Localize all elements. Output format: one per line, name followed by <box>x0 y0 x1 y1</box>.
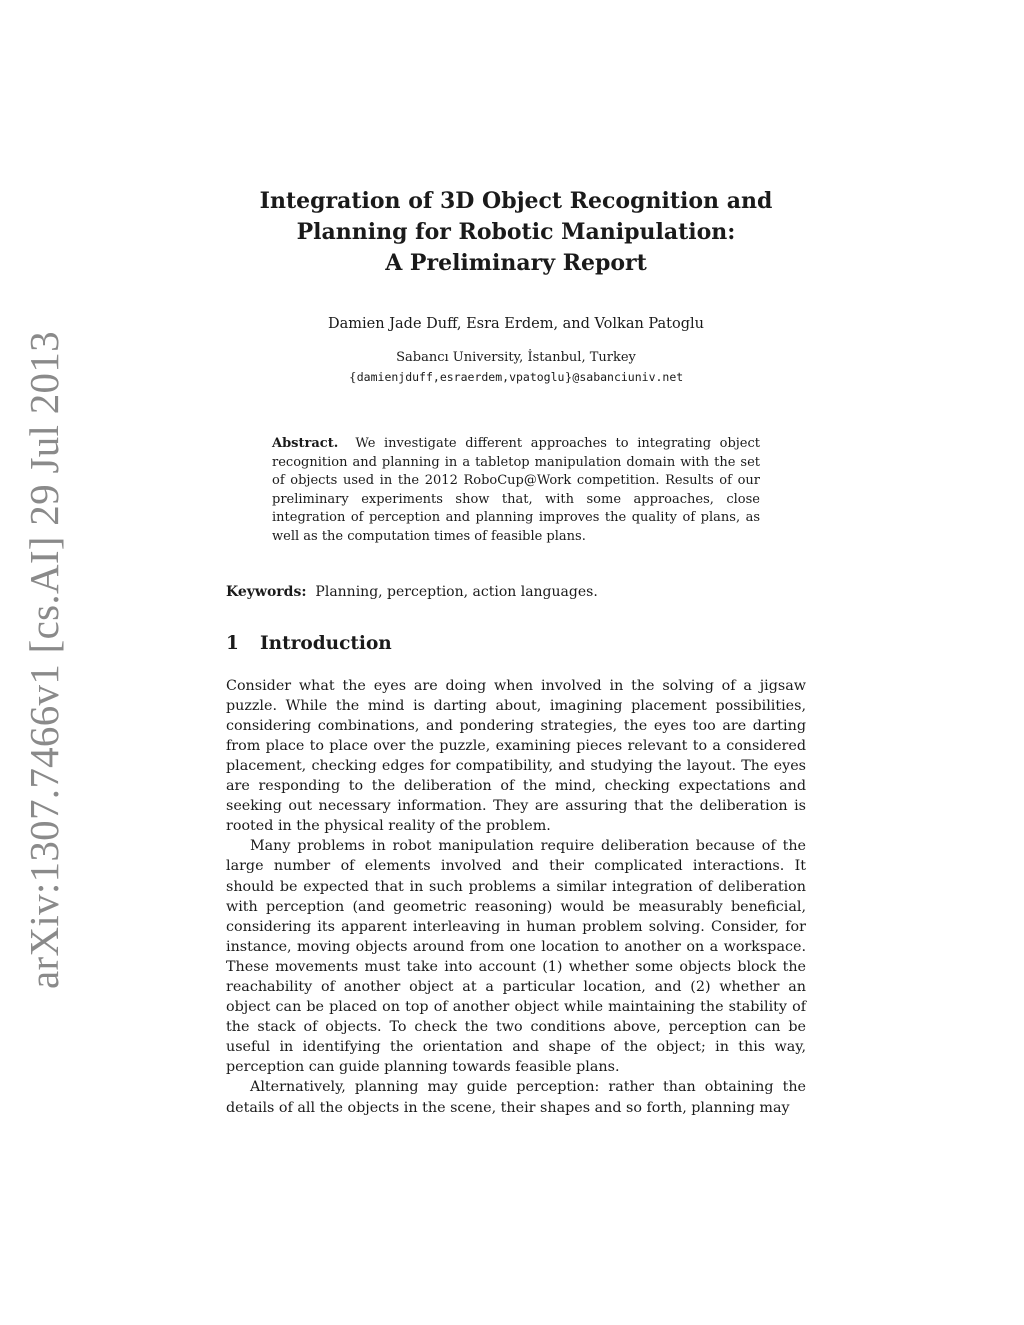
abstract <box>272 435 760 547</box>
paragraph-2: Many problems in robot manipulation require deliberation because of the large number of elements involved and their complicated interactions. It should be expected that in such problems a similar integration of deliberation with perception (and geometric reasoning) would be measurably beneficial, considering its apparent interleaving in human problem solving. Consider, for instance, moving objects around from one location to another on a workspace. These movements must take into account (1) whether some objects block the reachability of another object at a particular location, and (2) whether an object can be placed on top of another object while maintaining the stability of the stack of objects. To check the two conditions above, perception can be useful in identifying the orientation and shape of the object; in this way, perception can guide planning towards feasible plans. <box>226 838 806 1076</box>
section-heading <box>226 632 806 656</box>
authors: Damien Jade Duff, Esra Erdem, and Volkan Patoglu <box>328 316 704 332</box>
arxiv-identifier-stamp: arXiv:1307.7466v1 [cs.AI] 29 Jul 2013 <box>21 331 67 989</box>
paper-title <box>226 186 806 279</box>
title-line-3: A Preliminary Report <box>385 250 647 276</box>
title-line-1: Integration of 3D Object Recognition and <box>259 188 773 214</box>
paragraph-1: Consider what the eyes are doing when involved in the solving of a jigsaw puzzle. While the mind is darting about, imagining placement possibilities, considering combinations, and pondering strategies, the eyes too are darting from place to place over the puzzle, examining pieces relevant to a considered placement, checking edges for compatibility, and studying the layout. The eyes are responding to the deliberation of the mind, checking expectations and seeking out necessary information. They are assuring that the deliberation is rooted in the physical reality of the problem. <box>226 677 806 835</box>
email-domain: @sabanciuniv.net <box>572 370 684 384</box>
paper-page <box>226 186 806 1118</box>
email-brace-close: } <box>564 369 573 384</box>
section-title: Introduction <box>260 632 392 654</box>
email-brace-open: { <box>348 369 357 384</box>
author-emails <box>226 367 806 387</box>
abstract-label: Abstract. <box>272 436 339 451</box>
paragraph-3: Alternatively, planning may guide perception: rather than obtaining the details of all the objects in the scene, their shapes and so forth, planning may <box>226 1079 806 1116</box>
affiliation: Sabancı University, İstanbul, Turkey <box>396 350 636 365</box>
email-usernames: damienjduff,esraerdem,vpatoglu <box>356 370 565 384</box>
keywords <box>226 582 806 602</box>
title-line-2: Planning for Robotic Manipulation: <box>296 219 736 245</box>
abstract-text: We investigate different approaches to integrating object recognition and planning in a tabletop manipulation domain with the set of objects used in the 2012 RoboCup@Work competition. Results of our preliminary experiments show that, with some approaches, close integration of perception and planning improves the quality of plans, as well as the computation times of feasible plans. <box>272 436 760 544</box>
section-body <box>226 676 806 1118</box>
section-number: 1 <box>226 632 239 654</box>
keywords-label: Keywords: <box>226 583 307 600</box>
keywords-text: Planning, perception, action languages. <box>315 583 598 600</box>
